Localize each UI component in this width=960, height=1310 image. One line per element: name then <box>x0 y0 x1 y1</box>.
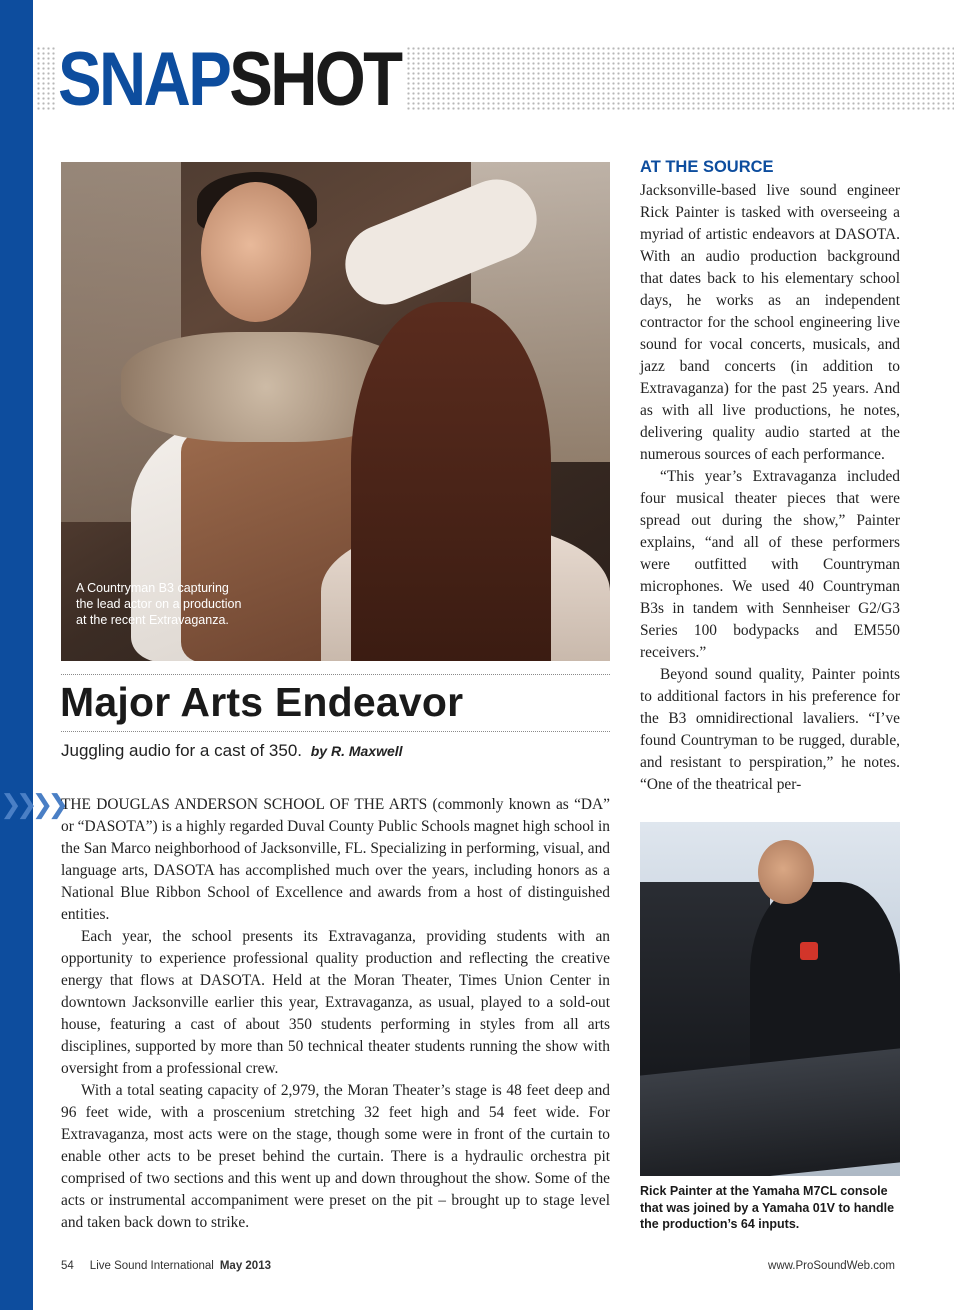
jbl-logo-icon <box>800 942 818 960</box>
publication-name: Live Sound International <box>89 1260 214 1272</box>
sidebar-paragraph-1: Jacksonville-based live sound engineer Rick Painter is tasked with overseeing a myriad of artistic endeavors at DASOTA. With an audio production background that dates back to his elementary school days, he works as an independent contractor for the school engineering live sound for vocal concerts, musicals, and jazz band concerts (in addition to Extravaganza) for the past 25 years. And as with all live productions, he notes, delivering quality audio started at the numerous sources of each performance. <box>640 182 900 463</box>
side-photo-caption: Rick Painter at the Yamaha M7CL console that was joined by a Yamaha 01V to handle the production’s 64 inputs. <box>640 1184 895 1231</box>
lead-in-caps: THE DOUGLAS ANDERSON SCHOOL OF THE ARTS <box>61 796 428 813</box>
sidebar-paragraph-3: Beyond sound quality, Painter points to additional factors in his preference for the B3 omnidirectional lavaliers. “I’ve found Countryman to be rugged, durable, and resistant to perspiration,” he notes. “One of the theatrical per- <box>640 666 900 793</box>
divider-bottom <box>61 731 610 732</box>
section-masthead <box>58 38 401 122</box>
sidebar-heading: AT THE SOURCE <box>640 158 774 176</box>
article-body <box>61 794 610 1234</box>
page-number: 54 <box>61 1260 74 1272</box>
issue-date: May 2013 <box>219 1260 271 1272</box>
masthead-snap: SNAP <box>58 37 230 122</box>
left-color-bar <box>0 0 33 1310</box>
deck-text: Juggling audio for a cast of 350. <box>61 741 302 760</box>
chevron-arrows-icon: ❯❯❯❯ <box>0 790 64 820</box>
footer-website: www.ProSoundWeb.com <box>768 1260 895 1272</box>
divider-top <box>61 674 610 675</box>
dot-pattern-right <box>406 46 954 112</box>
article-byline: by R. Maxwell <box>310 743 403 759</box>
article-paragraph-2: Each year, the school presents its Extravaganza, providing students with an opportunity to experience professional quality production and reflecting the creative energy that flows at DASOTA. Held at the Moran Theater, Times Union Center in downtown Jacksonville earlier this year, Extravaganza, as usual, played to a sold-out house, featuring a cast of about 350 students performing in styles from all arts disciplines, supported by more than 50 technical theater students running the show with oversight from a professional crew. <box>61 928 610 1077</box>
sidebar-column <box>640 156 900 796</box>
article-paragraph-3: With a total seating capacity of 2,979, the Moran Theater’s stage is 48 feet deep and 96 feet wide, with a proscenium stretching 32 feet high and 54 feet wide. For Extravaganza, most acts were on the stage, though some were in front of the curtain to enable other acts to be preset behind the curtain. There is a hydraulic orchestra pit comprised of two sections and this went up and down throughout the show. Some of the acts or instrumental accompaniment were preset on the pit – brought up to stage level and taken back down to strike. <box>61 1082 610 1231</box>
article-headline: Major Arts Endeavor <box>60 679 464 725</box>
footer-left <box>61 1260 271 1272</box>
sidebar-paragraph-2: “This year’s Extravaganza included four musical theater pieces that were spread out during the show,” Painter explains, “and all of these performers were outfitted with Countryman microphones. We used 40 Countryman B3s in tandem with Sennheiser G2/G3 Series 100 bodypacks and EM550 receivers.” <box>640 468 900 661</box>
article-deck <box>61 739 403 763</box>
dot-pattern-left <box>36 46 56 112</box>
masthead-shot: SHOT <box>229 37 401 122</box>
article-paragraph-1: THE DOUGLAS ANDERSON SCHOOL OF THE ARTS (commonly known as “DA” or “DASOTA”) is a highly regarded Duval County Public Schools magnet high school in the San Marco neighborhood of Jacksonville, FL. Specializing in performing, visual, and language arts, DASOTA has accomplished much over the years, including honors as a National Blue Ribbon School of Excellence and awards from a host of distinguished entities. <box>61 796 610 923</box>
engineer-console-photo <box>640 822 900 1176</box>
main-photo-caption: A Countryman B3 capturing the lead actor on a production at the recent Extravaganza. <box>76 581 242 627</box>
